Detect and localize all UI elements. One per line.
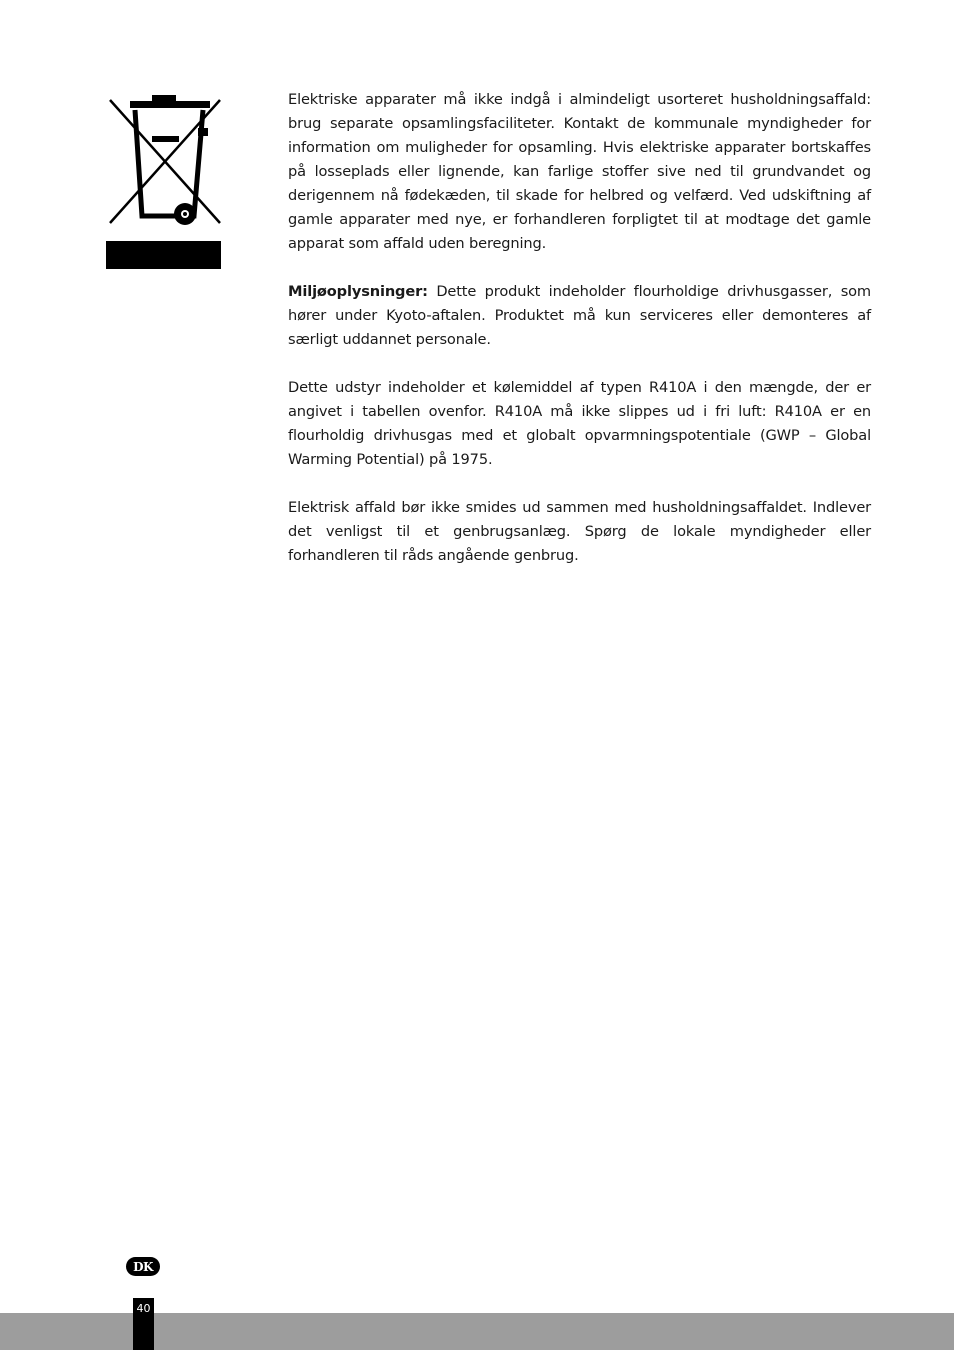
paragraph-refrigerant: Dette udstyr indeholder et kølemiddel af typen R410A i den mængde, der er angivet i tabellen ovenfor. R410A må ikke slippes ud i fri luft: R410A er en flourholdig drivhusgas med et globalt opvarmningspotentiale (GWP – Global Warming Potential) på 1975. (288, 379, 871, 468)
environment-info-text: Dette produkt indeholder flourholdige drivhusgasser, som hører under Kyoto-aftalen. Produktet må kun serviceres eller demonteres af særligt uddannet personale. (288, 283, 871, 348)
language-badge: DK (126, 1257, 160, 1276)
paragraph-weee-disposal: Elektriske apparater må ikke indgå i almindeligt usorteret husholdningsaffald: brug separate opsamlingsfaciliteter. Kontakt de kommunale myndigheder for information om muligheder for opsamling. Hvis elektriske apparater bortskaffes på losseplads eller lignende, kan farlige stoffer sive ned til grundvandet og derigennem nå fødekæden, til skade for helbred og velfærd. Ved udskiftning af gamle apparater med nye, er forhandleren forpligtet til at modtage det gamle apparat som affald uden beregning. (288, 91, 871, 252)
page-number: 40 (133, 1298, 154, 1350)
paragraph-recycling: Elektrisk affald bør ikke smides ud sammen med husholdningsaffaldet. Indlever det venligst til et genbrugsanlæg. Spørg de lokale myndigheder eller forhandleren til råds angående genbrug. (288, 499, 871, 564)
paragraph-environment-info (288, 280, 871, 352)
crossed-out-wheeled-bin-icon (106, 92, 222, 270)
environment-info-label: Miljøoplysninger: (288, 283, 428, 300)
main-text (288, 88, 871, 592)
